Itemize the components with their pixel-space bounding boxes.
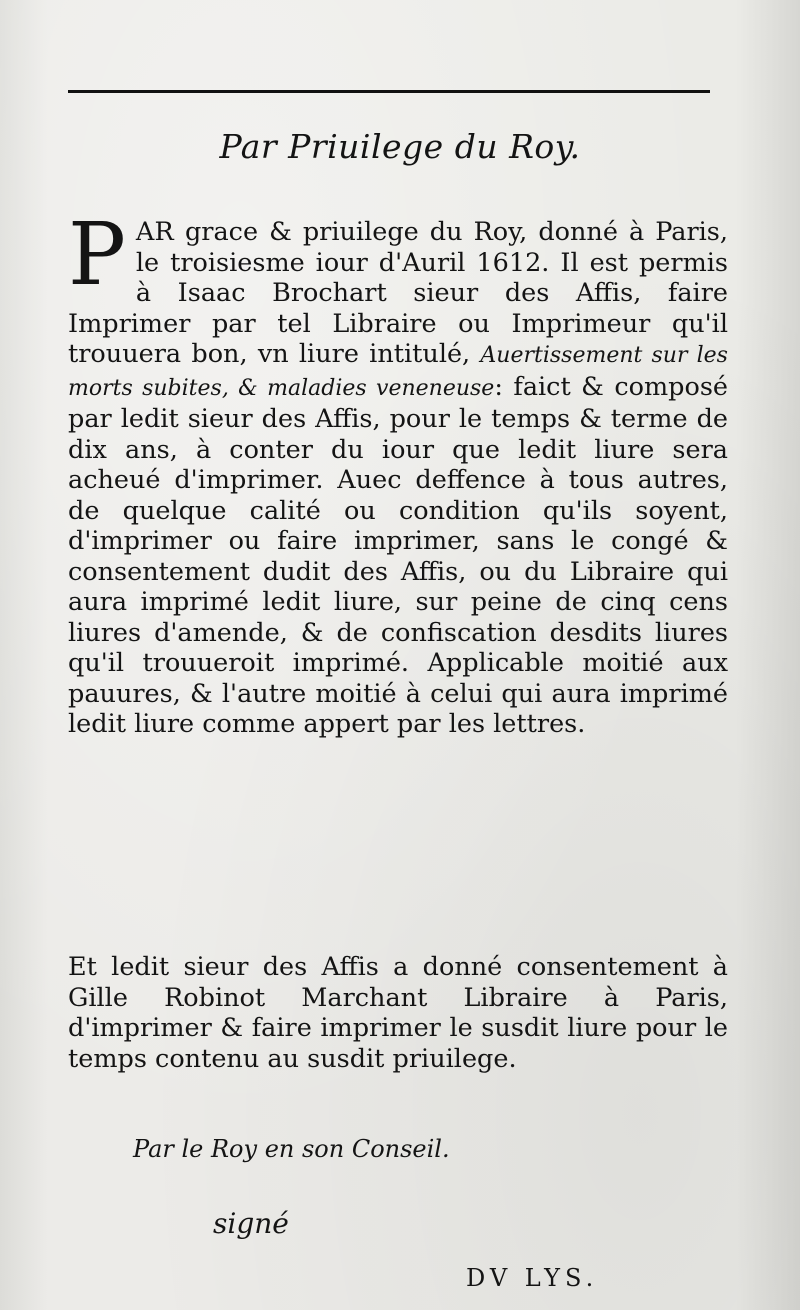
privilege-text-1: grace & priuilege du Roy, donné à Paris, le troisiesme iour d'Auril 1612. Il est permis à Isaac Brochart sieur des Affis, faire Imprimer par tel Libraire ou Imprimeur qu'il trouuera bon, vn liure intitulé, — [68, 217, 728, 369]
privilege-text-2: : faict & composé par ledit sieur des Affis, pour le temps & terme de dix ans, à conter du iour que ledit liure sera acheué d'imprimer. Auec deffence à tous autres, de quelque calité ou condition qu'ils soyent, d'imprimer ou faire imprimer, sans le congé & consentement dudit des Affis, ou du Libraire qui aura imprimé ledit liure, sur peine de cinq cens liures d'amende, & de confiscation desdits liures qu'il trouueroit imprimé. Applicable moitié aux pauures, & l'autre moitié à celui qui aura imprimé ledit liure comme appert par les lettres. — [68, 371, 728, 739]
council-line: Par le Roy en son Conseil. — [133, 1135, 450, 1163]
drop-cap: P — [68, 205, 126, 305]
book-title: Auertissement sur les morts subites, & maladies veneneuse — [68, 343, 728, 401]
privilege-paragraph — [68, 205, 728, 740]
signature-name: DV LYS. — [466, 1264, 599, 1292]
consent-paragraph: Et ledit sieur des Affis a donné consentement à Gille Robinot Marchant Libraire à Paris, d'imprimer & faire imprimer le susdit liure pour le temps contenu au susdit priuilege. — [68, 952, 728, 1074]
signed-label: signé — [213, 1207, 289, 1240]
top-rule — [68, 90, 710, 93]
privilege-first-words: AR — [135, 217, 174, 247]
page-title: Par Priuilege du Roy. — [219, 127, 581, 166]
